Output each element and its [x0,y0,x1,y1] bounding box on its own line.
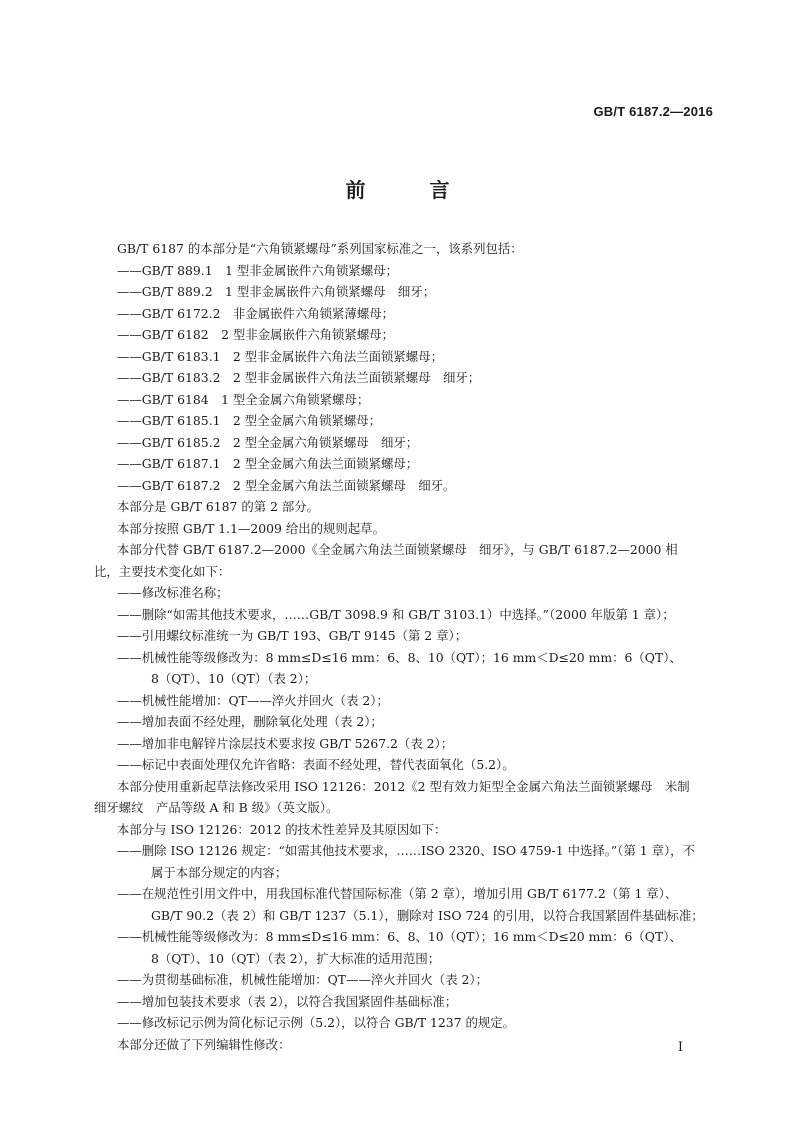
list-item: ——引用螺纹标准统一为 GB/T 193、GB/T 9145（第 2 章）； [117,628,468,643]
list-item: ——GB/T 6185.1 2 型全金属六角锁紧螺母； [117,413,382,428]
list-item-continuation: 属于本部分规定的内容； [151,864,288,880]
paragraph-line: GB/T 6187 的本部分是“六角锁紧螺母”系列国家标准之一，该系列包括： [117,241,523,256]
paragraph-line: 本部分还做了下列编辑性修改： [117,1036,291,1052]
page-number: I [677,1040,683,1055]
foreword-body [94,238,704,1055]
list-item: ——GB/T 6182 2 型非金属嵌件六角锁紧螺母； [117,327,394,342]
list-item: ——增加非电解锌片涂层技术要求按 GB/T 5267.2（表 2）； [117,735,454,751]
paragraph-line: 本部分使用重新起草法修改采用 ISO 12126：2012《2 型有效力矩型全金属六角法兰面锁紧螺母 米制 [117,778,690,794]
list-item: ——机械性能等级修改为：8 mm≤D≤16 mm：6、8、10（QT）；16 mm＜D≤20 mm：6（QT）、 [117,929,682,944]
page-title: 前 言 [345,178,472,202]
list-item: ——修改标记示例为简化标记示例（5.2），以符合 GB/T 1237 的规定。 [117,1015,516,1030]
list-item-continuation: 8（QT）、10（QT）（表 2），扩大标准的适用范围； [151,950,441,966]
list-item: ——GB/T 6172.2 非金属嵌件六角锁紧薄螺母； [117,305,394,321]
document-code: GB/T 6187.2—2016 [593,104,713,119]
list-item: ——机械性能增加：QT——淬火并回火（表 2）； [117,692,389,708]
list-item: ——修改标准名称； [117,585,229,600]
list-item: ——GB/T 6183.1 2 型非金属嵌件六角法兰面锁紧螺母； [117,348,443,364]
paragraph-line: 本部分是 GB/T 6187 的第 2 部分。 [117,499,320,514]
list-item: ——增加表面不经处理，删除氧化处理（表 2）； [117,714,383,729]
list-item: ——在规范性引用文件中，用我国标准代替国际标准（第 2 章），增加引用 GB/T 6177.2（第 1 章）、 [117,886,678,901]
list-item: ——GB/T 6187.2 2 型全金属六角法兰面锁紧螺母 细牙。 [117,477,456,493]
list-item: ——GB/T 6185.2 2 型全金属六角锁紧螺母 细牙； [117,434,419,450]
list-item: ——为贯彻基础标准，机械性能增加：QT——淬火并回火（表 2）； [117,972,488,987]
paragraph-line: 本部分与 ISO 12126：2012 的技术性差异及其原因如下： [117,821,447,837]
list-item: ——增加包装技术要求（表 2），以符合我国紧固件基础标准； [117,993,458,1009]
list-item: ——删除 ISO 12126 规定：“如需其他技术要求，……ISO 2320、ISO 4759-1 中选择。”（第 1 章），不 [117,843,695,858]
list-item-continuation: 8（QT）、10（QT）（表 2）； [151,671,317,686]
list-item: ——GB/T 6184 1 型全金属六角锁紧螺母； [117,391,370,407]
list-item: ——删除“如需其他技术要求，……GB/T 3098.9 和 GB/T 3103.1）中选择。”（2000 年版第 1 章）； [117,606,675,622]
list-item: ——标记中表面处理仅允许省略：表面不经处理，替代表面氧化（5.2）。 [117,757,515,772]
paragraph-line: 本部分代替 GB/T 6187.2—2000《全金属六角法兰面锁紧螺母 细牙》，与 GB/T 6187.2—2000 相 [117,542,678,557]
list-item: ——机械性能等级修改为：8 mm≤D≤16 mm：6、8、10（QT）；16 mm＜D≤20 mm：6（QT）、 [117,649,682,665]
paragraph-continuation: 细牙螺纹 产品等级 A 和 B 级》（英文版）。 [94,800,339,815]
list-item: ——GB/T 6187.1 2 型全金属六角法兰面锁紧螺母； [117,456,419,471]
paragraph-continuation: 比，主要技术变化如下： [94,563,231,579]
list-item: ——GB/T 889.1 1 型非金属嵌件六角锁紧螺母； [117,262,398,278]
list-item: ——GB/T 6183.2 2 型非金属嵌件六角法兰面锁紧螺母 细牙； [117,370,481,385]
paragraph-line: 本部分按照 GB/T 1.1—2009 给出的规则起草。 [117,520,385,536]
list-item-continuation: GB/T 90.2（表 2）和 GB/T 1237（5.1），删除对 ISO 724 的引用，以符合我国紧固件基础标准； [151,907,704,923]
list-item: ——GB/T 889.2 1 型非金属嵌件六角锁紧螺母 细牙； [117,284,436,299]
